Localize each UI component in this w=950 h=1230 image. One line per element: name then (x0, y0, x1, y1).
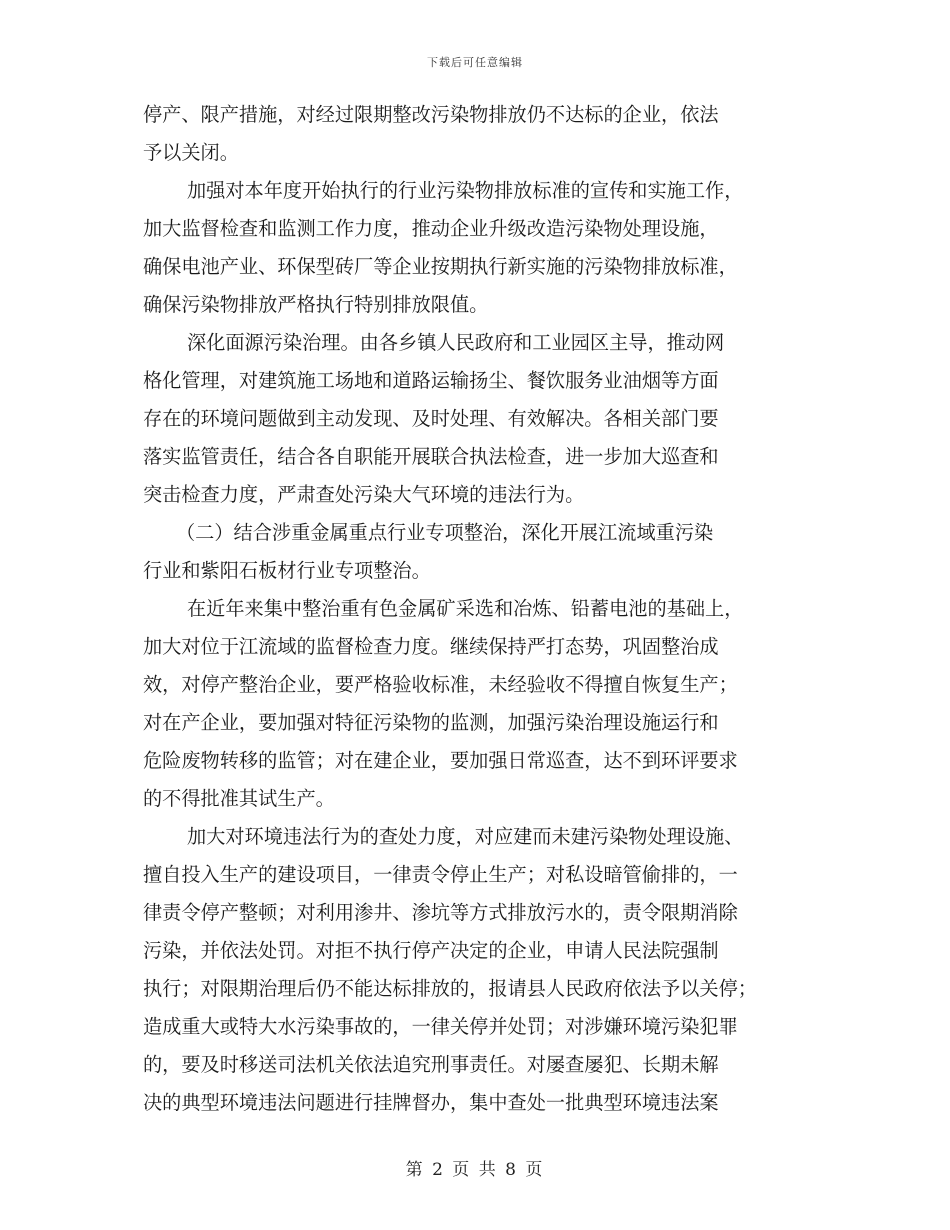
text-line: 存在的环境问题做到主动发现、及时处理、有效解决。各相关部门要 (143, 407, 719, 430)
text-line: 确保电池产业、环保型砖厂等企业按期执行新实施的污染物排放标准， (143, 255, 738, 278)
text-line: 执行；对限期治理后仍不能达标排放的，报请县人民政府依法予以关停； (143, 977, 757, 1000)
text-line: 擅自投入生产的建设项目，一律责令停止生产；对私设暗管偷排的，一 (143, 863, 738, 886)
document-body (143, 96, 811, 1122)
text-line: 格化管理，对建筑施工场地和道路运输扬尘、餐饮服务业油烟等方面 (143, 369, 719, 392)
text-line: 停产、限产措施，对经过限期整改污染物排放仍不达标的企业，依法 (143, 103, 719, 126)
text-line: 加大对环境违法行为的查处力度，对应建而未建污染物处理设施、 (187, 825, 744, 848)
text-line: 落实监管责任，结合各自职能开展联合执法检查，进一步加大巡查和 (143, 445, 719, 468)
text-line: 造成重大或特大水污染事故的，一律关停并处罚；对涉嫌环境污染犯罪 (143, 1015, 738, 1038)
text-line: 危险废物转移的监管；对在建企业，要加强日常巡查，达不到环评要求 (143, 749, 738, 772)
section-heading-line: 行业和紫阳石板材行业专项整治。 (143, 559, 431, 582)
section-heading-line: （二）结合涉重金属重点行业专项整治，深化开展江流域重污染 (176, 521, 714, 544)
text-line: 律责令停产整顿；对利用渗井、渗坑等方式排放污水的，责令限期消除 (143, 901, 738, 924)
text-line: 决的典型环境违法问题进行挂牌督办，集中查处一批典型环境违法案 (143, 1091, 719, 1114)
text-line: 深化面源污染治理。由各乡镇人民政府和工业园区主导，推动网 (187, 331, 725, 354)
text-line: 在近年来集中整治重有色金属矿采选和冶炼、铅蓄电池的基础上， (187, 597, 744, 620)
page-number: 第 2 页 共 8 页 (405, 1160, 545, 1180)
text-line: 效，对停产整治企业，要严格验收标准，未经验收不得擅自恢复生产； (143, 673, 738, 696)
page-header: 下载后可任意编辑 (427, 56, 523, 69)
text-line: 的，要及时移送司法机关依法追究刑事责任。对屡查屡犯、长期未解 (143, 1053, 719, 1076)
text-line: 加大监督检查和监测工作力度，推动企业升级改造污染物处理设施， (143, 217, 719, 240)
text-line: 加强对本年度开始执行的行业污染物排放标准的宣传和实施工作， (187, 179, 744, 202)
text-line: 的不得批准其试生产。 (143, 787, 335, 810)
text-line: 污染，并依法处罚。对拒不执行停产决定的企业，申请人民法院强制 (143, 939, 719, 962)
text-line: 突击检查力度，严肃查处污染大气环境的违法行为。 (143, 483, 585, 506)
text-line: 对在产企业，要加强对特征污染物的监测，加强污染治理设施运行和 (143, 711, 719, 734)
text-line: 确保污染物排放严格执行特别排放限值。 (143, 293, 489, 316)
text-line: 加大对位于江流域的监督检查力度。继续保持严打态势，巩固整治成 (143, 635, 719, 658)
text-line: 予以关闭。 (143, 141, 239, 164)
